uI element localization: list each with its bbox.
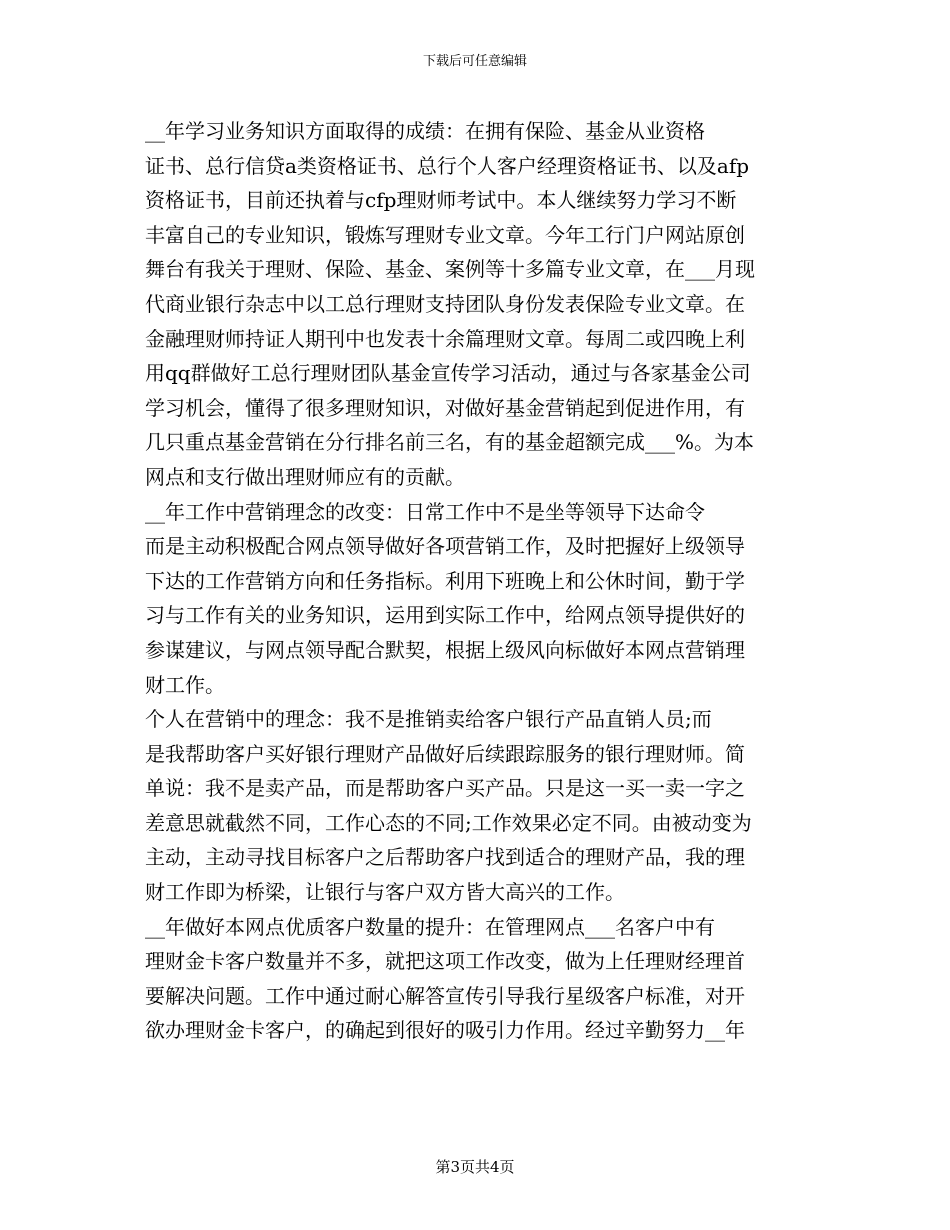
page-footer: 第3页共4页	[435, 1158, 515, 1176]
text-line: 几只重点基金营销在分行排名前三名，有的基金超额完成___%。为本	[145, 430, 755, 455]
page-header: 下载后可任意编辑	[422, 54, 527, 69]
text-line: 丰富自己的专业知识，锻炼写理财专业文章。今年工行门户网站原创	[145, 222, 745, 247]
text-line: 而是主动积极配合网点领导做好各项营销工作，及时把握好上级领导	[145, 534, 745, 559]
text-line: 舞台有我关于理财、保险、基金、案例等十多篇专业文章，在___月现	[145, 257, 755, 282]
text-line: 欲办理财金卡客户，的确起到很好的吸引力作用。经过辛勤努力__年	[145, 1018, 745, 1043]
text-line: 财工作即为桥梁，让银行与客户双方皆大高兴的工作。	[145, 880, 625, 905]
text-line: __年做好本网点优质客户数量的提升：在管理网点___名客户中有	[145, 914, 715, 939]
text-line: 网点和支行做出理财师应有的贡献。	[145, 464, 465, 489]
text-line: 是我帮助客户买好银行理财产品做好后续跟踪服务的银行理财师。简	[145, 741, 745, 766]
text-line: 金融理财师持证人期刊中也发表十余篇理财文章。每周二或四晚上利	[145, 326, 745, 351]
text-line: __年工作中营销理念的改变：日常工作中不是坐等领导下达命令	[145, 499, 705, 524]
text-line: 差意思就截然不同，工作心态的不同;工作效果必定不同。由被动变为	[145, 810, 752, 835]
text-line: 理财金卡客户数量并不多，就把这项工作改变，做为上任理财经理首	[145, 949, 745, 974]
text-line: 习与工作有关的业务知识，运用到实际工作中，给网点领导提供好的	[145, 603, 745, 628]
text-line: 个人在营销中的理念：我不是推销卖给客户银行产品直销人员;而	[145, 707, 712, 732]
text-line: 单说：我不是卖产品，而是帮助客户买产品。只是这一买一卖一字之	[145, 776, 745, 801]
text-line: 要解决问题。工作中通过耐心解答宣传引导我行星级客户标准，对开	[145, 983, 745, 1008]
document-body	[145, 114, 805, 1048]
text-line: 代商业银行杂志中以工总行理财支持团队身份发表保险专业文章。在	[145, 291, 745, 316]
text-line: 参谋建议，与网点领导配合默契，根据上级风向标做好本网点营销理	[145, 637, 745, 662]
text-line: 证书、总行信贷a类资格证书、总行个人客户经理资格证书、以及afp	[145, 153, 750, 178]
text-line: 财工作。	[145, 672, 225, 697]
text-line: 用qq群做好工总行理财团队基金宣传学习活动，通过与各家基金公司	[145, 361, 751, 386]
text-line: 主动，主动寻找目标客户之后帮助客户找到适合的理财产品，我的理	[145, 845, 745, 870]
text-line: 资格证书，目前还执着与cfp理财师考试中。本人继续努力学习不断	[145, 188, 737, 213]
text-line: 下达的工作营销方向和任务指标。利用下班晚上和公休时间，勤于学	[145, 568, 745, 593]
text-line: __年学习业务知识方面取得的成绩：在拥有保险、基金从业资格	[145, 119, 705, 143]
text-line: 学习机会，懂得了很多理财知识，对做好基金营销起到促进作用，有	[145, 395, 745, 420]
